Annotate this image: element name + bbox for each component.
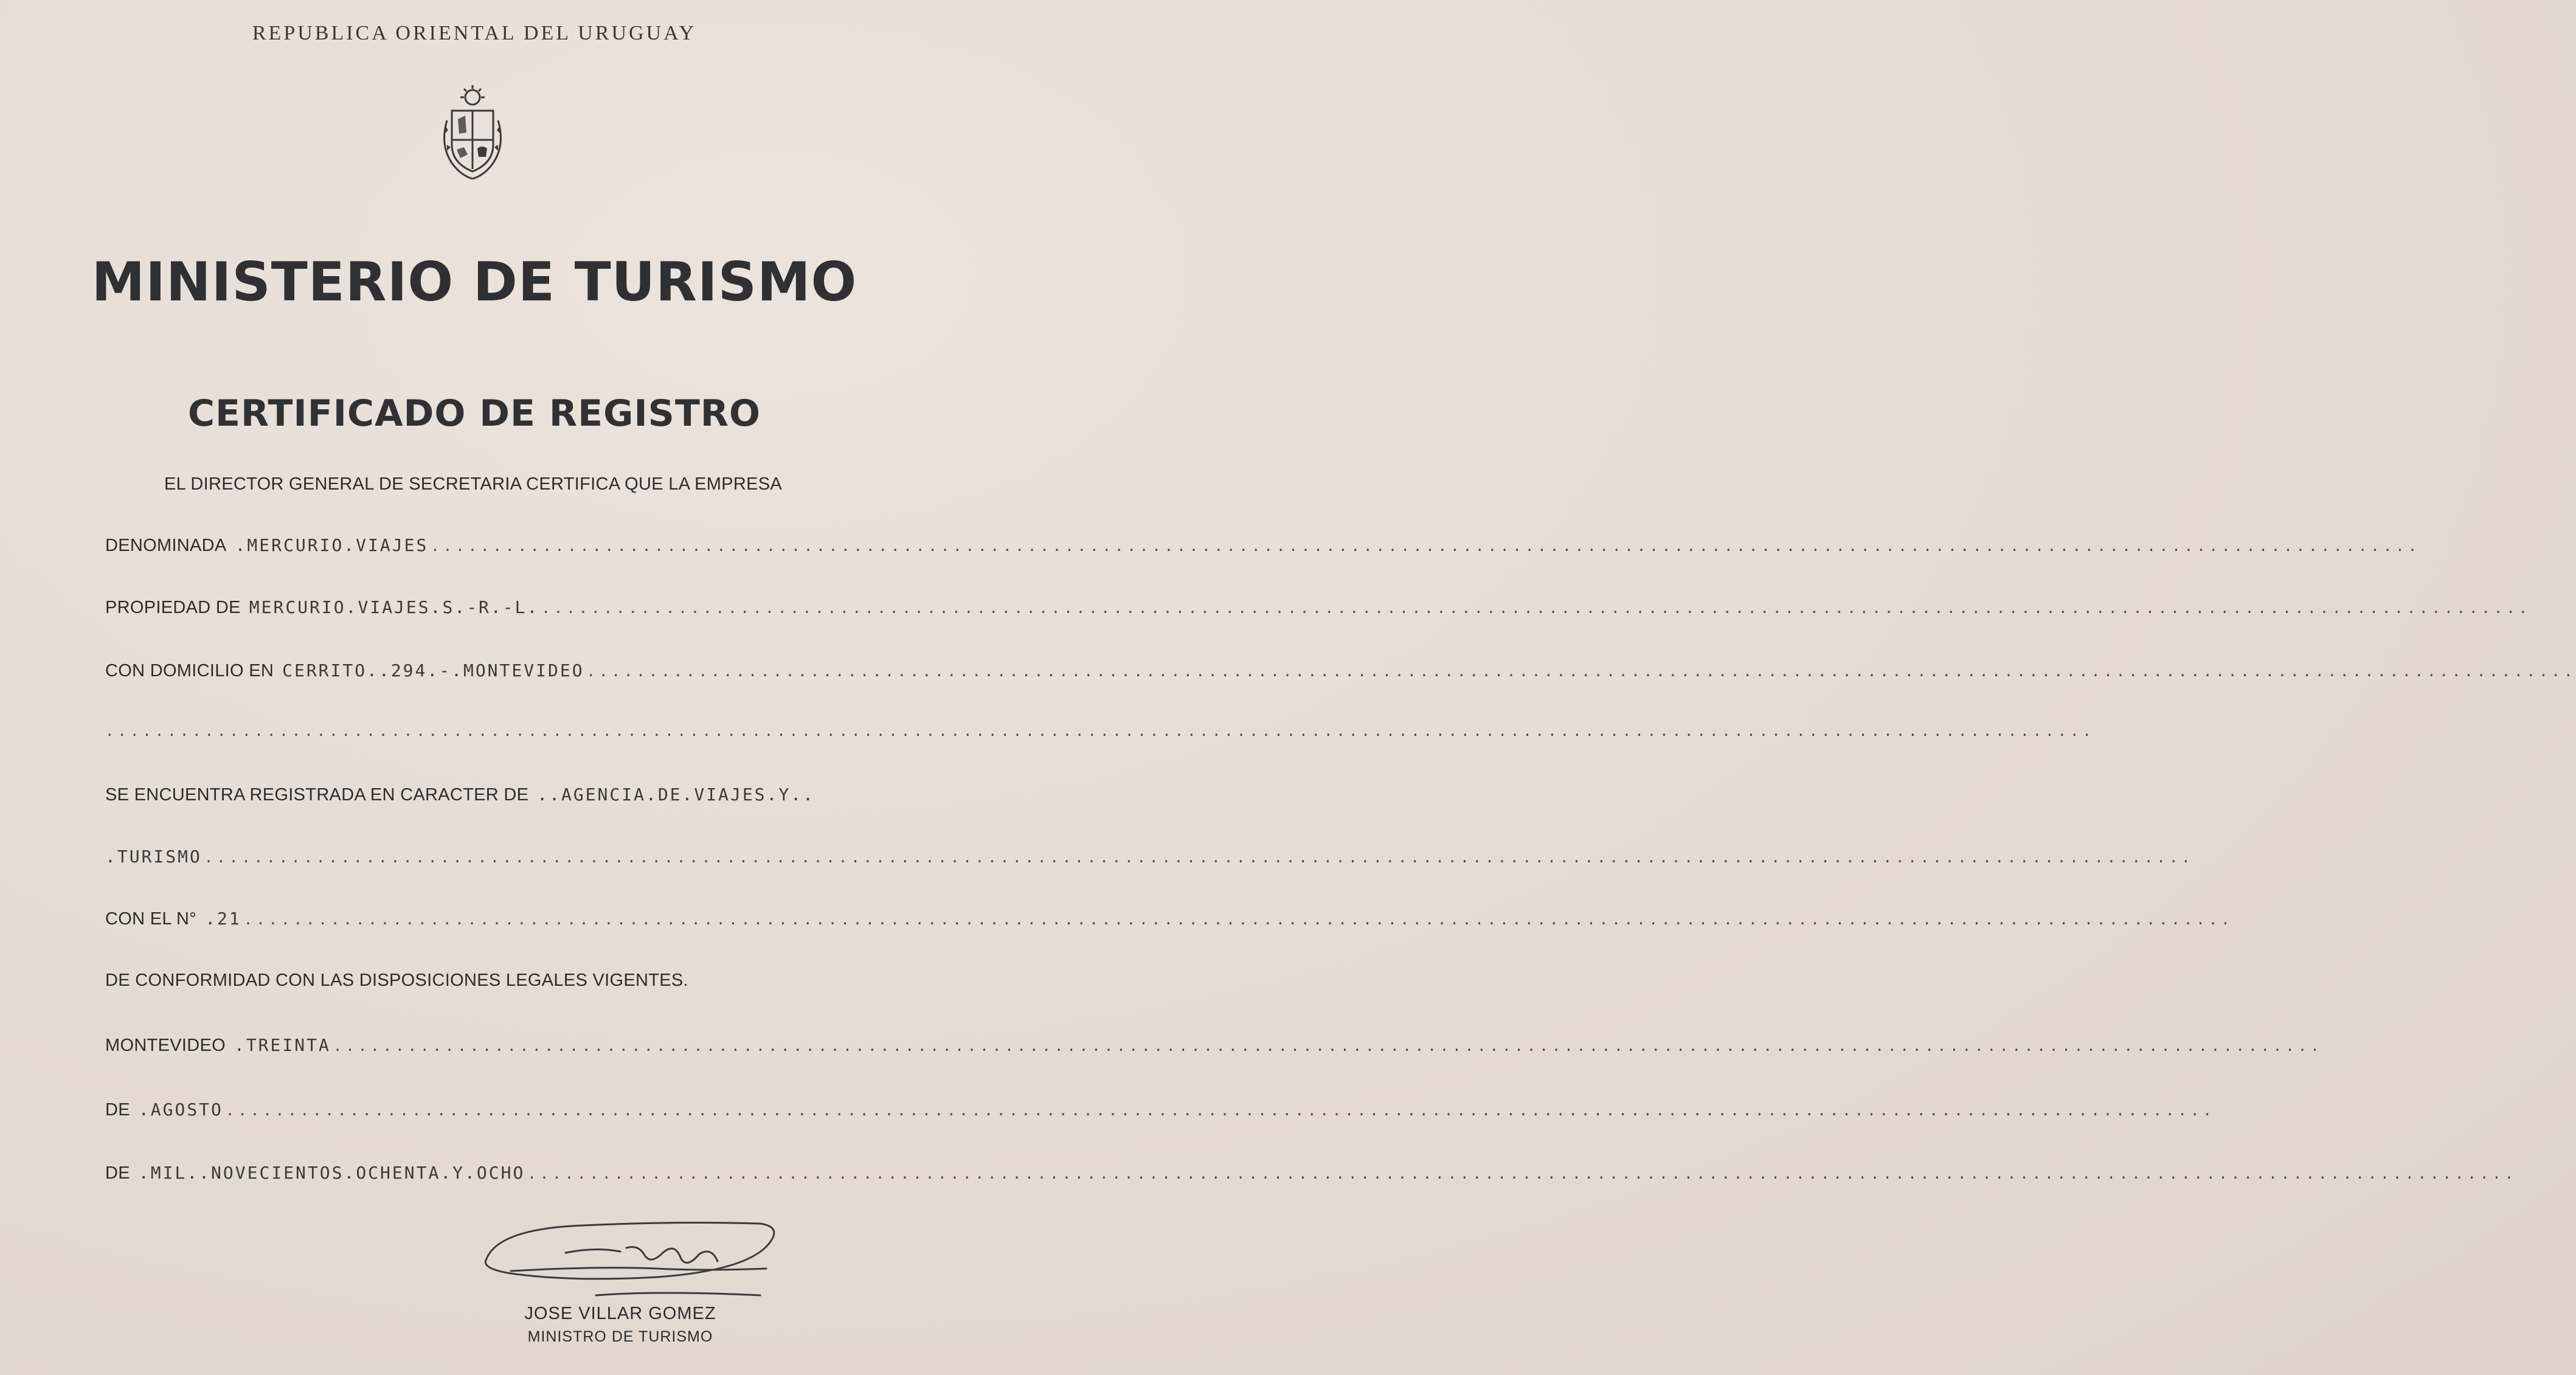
propiedad-value: MERCURIO.VIAJES.S.-R.-L. [249,597,539,617]
ministry-title: MINISTERIO DE TURISMO [91,251,857,313]
numero-line [105,909,2234,935]
propiedad-label: PROPIEDAD DE [105,598,241,617]
numero-label: CON EL N° [105,909,197,929]
mes-value: .AGOSTO [138,1100,223,1120]
dot-leader: ................................................................................................................................................................ [204,849,2194,866]
mes-label: DE [105,1100,130,1120]
dia-value: .TREINTA [234,1035,331,1055]
anio-label: DE [105,1163,130,1183]
dia-label: MONTEVIDEO [105,1036,226,1055]
anio-line [105,1163,2518,1190]
mes-line [105,1100,2215,1126]
denominada-line [105,535,2421,562]
conformidad-line [105,971,820,997]
conformidad-text: DE CONFORMIDAD CON LAS DISPOSICIONES LEGALES VIGENTES. [105,971,688,990]
denominada-label: DENOMINADA [105,536,227,555]
numero-value: .21 [205,909,241,929]
domicilio-label: CON DOMICILIO EN [105,661,274,681]
propiedad-line [105,597,2532,624]
dia-line [105,1035,2323,1062]
caracter-cont-value: .TURISMO [105,847,202,867]
dot-leader: ................................................................................................................................................................ [105,722,2095,739]
anio-value: .MIL..NOVECIENTOS.OCHENTA.Y.OCHO [138,1163,525,1183]
caracter-cont-line [105,847,2194,873]
coat-of-arms-icon [434,84,511,187]
republic-heading: REPUBLICA ORIENTAL DEL URUGUAY [252,22,697,44]
certificate-title: CERTIFICADO DE REGISTRO [187,392,761,435]
domicilio-extra-line [105,722,2095,749]
dot-leader: ................................................................................................................................................................ [527,1165,2518,1182]
domicilio-value: CERRITO..294.-.MONTEVIDEO [282,660,584,681]
dot-leader: ................................................................................................................................................................ [431,538,2421,555]
signatory-name: JOSE VILLAR GOMEZ [524,1304,716,1323]
intro-text: EL DIRECTOR GENERAL DE SECRETARIA CERTIFICA QUE LA EMPRESA [164,474,783,494]
caracter-value: ..AGENCIA.DE.VIAJES.Y.. [537,784,815,805]
dot-leader: ................................................................................................................................................................ [541,600,2532,617]
dot-leader: ................................................................................................................................................................ [586,663,2576,680]
domicilio-line [105,660,2576,687]
dot-leader: ................................................................................................................................................................ [225,1102,2215,1119]
dot-leader: ................................................................................................................................................................ [333,1037,2323,1055]
signatory-title: MINISTRO DE TURISMO [527,1328,713,1345]
caracter-line [105,784,820,811]
signature-scrawl [474,1210,791,1301]
caracter-label: SE ENCUENTRA REGISTRADA EN CARACTER DE [105,785,529,805]
intro-line [164,474,821,501]
dot-leader: ................................................................................................................................................................ [243,911,2234,928]
denominada-value: .MERCURIO.VIAJES [235,535,429,555]
